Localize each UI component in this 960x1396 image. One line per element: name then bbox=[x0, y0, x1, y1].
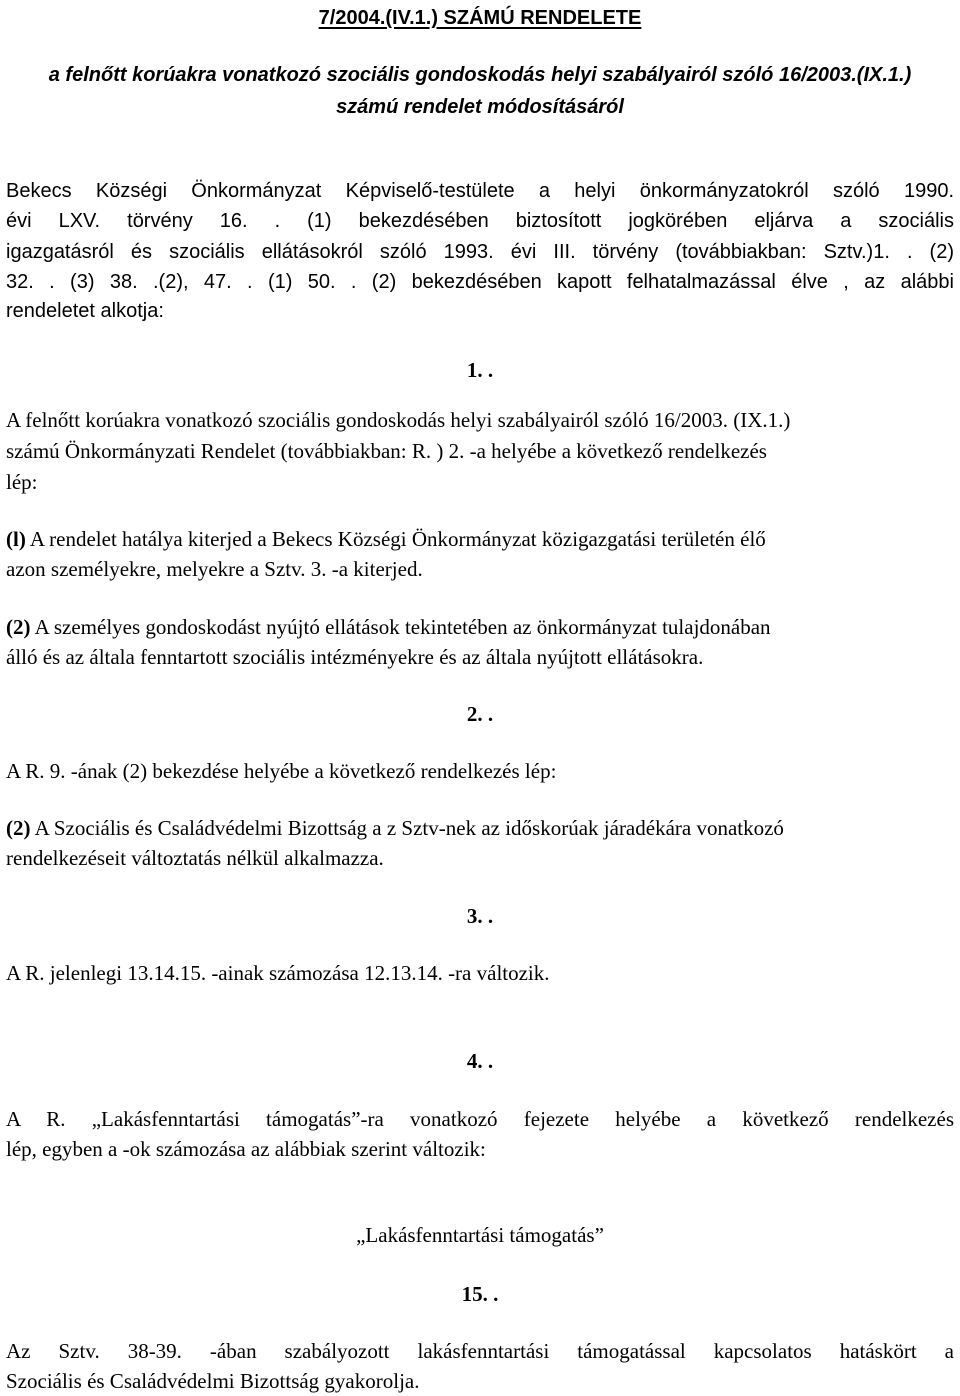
preamble-line: Bekecs Községi Önkormányzat Képviselő-testülete a helyi önkormányzatokról szóló 1990. bbox=[6, 180, 954, 202]
section-text-line: A felnőtt korúakra vonatkozó szociális gondoskodás helyi szabályairól szóló 16/2003. (IX.1.) bbox=[6, 408, 791, 432]
section-number: 3. . bbox=[466, 904, 494, 928]
section-number: 2. . bbox=[466, 702, 494, 726]
chapter-heading: „Lakásfenntartási támogatás” bbox=[356, 1223, 604, 1247]
decree-title: 7/2004.(IV.1.) SZÁMÚ RENDELETE bbox=[318, 7, 642, 29]
section-text-line: lép, egyben a -ok számozása az alábbiak szerint változik: bbox=[6, 1137, 486, 1161]
section-text-line: A R. „Lakásfenntartási támogatás”-ra vonatkozó fejezete helyébe a következő rendelkezés bbox=[6, 1107, 954, 1131]
section-text-line: lép: bbox=[6, 470, 38, 494]
decree-subtitle-line-1: a felnőtt korúakra vonatkozó szociális gondoskodás helyi szabályairól szóló 16/2003.(IX.1.) bbox=[48, 64, 912, 86]
section-number: 15. . bbox=[461, 1282, 499, 1306]
paragraph-label: (2) bbox=[6, 615, 31, 639]
paragraph-text: A rendelet hatálya kiterjed a Bekecs Községi Önkormányzat közigazgatási területén élő bbox=[25, 527, 766, 551]
section-number: 4. . bbox=[466, 1049, 494, 1073]
decree-subtitle-line-2: számú rendelet módosításáról bbox=[336, 96, 624, 118]
paragraph-line bbox=[6, 617, 771, 638]
preamble-line: igazgatásról és szociális ellátásokról szóló 1993. évi III. törvény (továbbiakban: Sztv.)1. . (2) bbox=[6, 241, 954, 263]
section-number: 1. . bbox=[466, 358, 494, 382]
paragraph-line: rendelkezéseit változtatás nélkül alkalmazza. bbox=[6, 846, 384, 870]
paragraph-text: A Szociális és Családvédelmi Bizottság a z Sztv-nek az időskorúak járadékára vonatkozó bbox=[30, 816, 784, 840]
preamble-line: 32. . (3) 38. .(2), 47. . (1) 50. . (2) bekezdésében kapott felhatalmazással élve , az alábbi bbox=[6, 271, 954, 293]
section-text-line: számú Önkormányzati Rendelet (továbbiakban: R. ) 2. -a helyébe a következő rendelkezés bbox=[6, 439, 767, 463]
paragraph-line: álló és az általa fenntartott szociális intézményekre és az általa nyújtott ellátásokra. bbox=[6, 645, 704, 669]
paragraph-label: (2) bbox=[6, 816, 31, 840]
paragraph-line bbox=[6, 818, 784, 839]
section-text-line: A R. jelenlegi 13.14.15. -ainak számozása 12.13.14. -ra változik. bbox=[6, 961, 550, 985]
section-text-line: Szociális és Családvédelmi Bizottság gyakorolja. bbox=[6, 1369, 420, 1393]
section-text-line: A R. 9. -ának (2) bekezdése helyébe a következő rendelkezés lép: bbox=[6, 759, 557, 783]
paragraph-text: A személyes gondoskodást nyújtó ellátások tekintetében az önkormányzat tulajdonában bbox=[30, 615, 771, 639]
preamble-line: évi LXV. törvény 16. . (1) bekezdésében biztosított jogkörében eljárva a szociális bbox=[6, 210, 954, 232]
paragraph-line: azon személyekre, melyekre a Sztv. 3. -a kiterjed. bbox=[6, 557, 423, 581]
paragraph-label: (l) bbox=[6, 527, 26, 551]
paragraph-line bbox=[6, 529, 766, 550]
preamble-line: rendeletet alkotja: bbox=[6, 300, 164, 322]
section-text-line: Az Sztv. 38-39. -ában szabályozott lakásfenntartási támogatással kapcsolatos hatáskört a bbox=[6, 1339, 954, 1363]
